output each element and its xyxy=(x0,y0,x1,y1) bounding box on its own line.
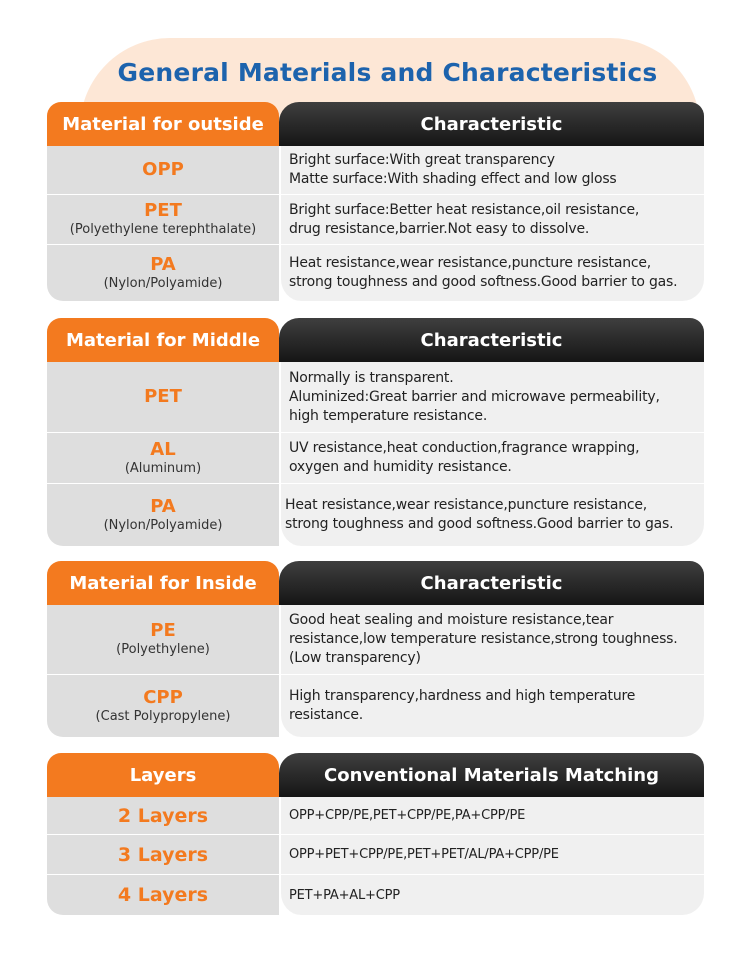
characteristic-cell xyxy=(279,195,704,244)
characteristic-text: Heat resistance,wear resistance,puncture resistance, strong toughness and good softness.Good barrier to gas. xyxy=(285,497,674,532)
table-row xyxy=(47,244,704,301)
matching-text: OPP+PET+CPP/PE,PET+PET/AL/PA+CPP/PE xyxy=(289,847,559,862)
material-name: PET xyxy=(144,386,182,407)
characteristic-text: UV resistance,heat conduction,fragrance wrapping, oxygen and humidity resistance. xyxy=(289,440,640,475)
material-cell xyxy=(47,245,279,301)
material-name: CPP xyxy=(143,686,183,708)
section-header xyxy=(47,318,704,362)
material-cell xyxy=(47,675,279,737)
material-name: PA xyxy=(150,495,176,517)
characteristic-cell xyxy=(279,245,704,301)
header-material: Material for Inside xyxy=(47,561,279,605)
characteristic-text: Normally is transparent. Aluminized:Great barrier and microwave permeability, high temperature resistance. xyxy=(289,369,660,424)
table-row xyxy=(47,797,704,834)
layer-cell xyxy=(47,875,279,915)
page-title: General Materials and Characteristics xyxy=(117,58,658,87)
table-row xyxy=(47,483,704,546)
matching-cell xyxy=(279,875,704,915)
material-cell xyxy=(47,195,279,244)
table-row xyxy=(47,362,704,432)
header-layers: Layers xyxy=(47,753,279,797)
material-name: OPP xyxy=(142,159,184,180)
material-fullname: (Polyethylene terephthalate) xyxy=(69,222,257,237)
material-fullname: (Nylon/Polyamide) xyxy=(103,517,223,533)
layer-count: 4 Layers xyxy=(117,884,209,906)
characteristic-cell xyxy=(279,484,704,546)
layer-count: 3 Layers xyxy=(117,843,209,866)
characteristic-cell xyxy=(279,675,704,737)
table-row xyxy=(47,146,704,194)
table-row xyxy=(47,432,704,483)
material-cell xyxy=(47,484,279,546)
layer-cell xyxy=(47,797,279,834)
section-header xyxy=(47,102,704,146)
table-row xyxy=(47,605,704,674)
characteristic-cell xyxy=(279,605,704,674)
table-row xyxy=(47,674,704,737)
section-header xyxy=(47,753,704,797)
header-characteristic: Characteristic xyxy=(279,102,704,146)
section-layers xyxy=(47,753,704,915)
material-fullname: (Nylon/Polyamide) xyxy=(103,275,223,291)
characteristic-text: Heat resistance,wear resistance,puncture resistance, strong toughness and good softness.Good barrier to gas. xyxy=(289,255,678,290)
characteristic-text: Bright surface:Better heat resistance,oil resistance, drug resistance,barrier.Not easy to dissolve. xyxy=(289,201,640,237)
characteristic-text: Good heat sealing and moisture resistance,tear resistance,low temperature resistance,strong toughness. (Low transparency) xyxy=(289,612,678,666)
header-material: Material for Middle xyxy=(47,318,279,362)
header-characteristic: Characteristic xyxy=(279,561,704,605)
layer-count: 2 Layers xyxy=(117,804,209,827)
section-middle xyxy=(47,318,704,546)
material-cell xyxy=(47,362,279,432)
layer-cell xyxy=(47,835,279,874)
material-cell xyxy=(47,146,279,194)
header-material: Material for outside xyxy=(47,102,279,146)
characteristic-cell xyxy=(279,146,704,194)
characteristic-text: Bright surface:With great transparency Matte surface:With shading effect and low gloss xyxy=(289,152,617,187)
material-fullname: (Polyethylene) xyxy=(116,642,210,657)
section-outside xyxy=(47,102,704,301)
material-name: AL xyxy=(150,438,176,460)
table-row xyxy=(47,874,704,915)
header-matching: Conventional Materials Matching xyxy=(279,753,704,797)
section-inside xyxy=(47,561,704,737)
section-header xyxy=(47,561,704,605)
matching-cell xyxy=(279,797,704,834)
characteristic-text: High transparency,hardness and high temperature resistance. xyxy=(289,688,636,723)
matching-text: OPP+CPP/PE,PET+CPP/PE,PA+CPP/PE xyxy=(289,808,526,823)
characteristic-cell xyxy=(279,433,704,483)
table-row xyxy=(47,834,704,874)
material-fullname: (Cast Polypropylene) xyxy=(95,708,231,724)
material-name: PET xyxy=(144,200,182,221)
material-fullname: (Aluminum) xyxy=(124,460,202,476)
matching-text: PET+PA+AL+CPP xyxy=(289,887,400,903)
material-name: PA xyxy=(150,253,176,275)
table-row xyxy=(47,194,704,244)
material-cell xyxy=(47,433,279,483)
material-cell xyxy=(47,605,279,674)
matching-cell xyxy=(279,835,704,874)
header-characteristic: Characteristic xyxy=(279,318,704,362)
material-name: PE xyxy=(150,620,176,641)
characteristic-cell xyxy=(279,362,704,432)
